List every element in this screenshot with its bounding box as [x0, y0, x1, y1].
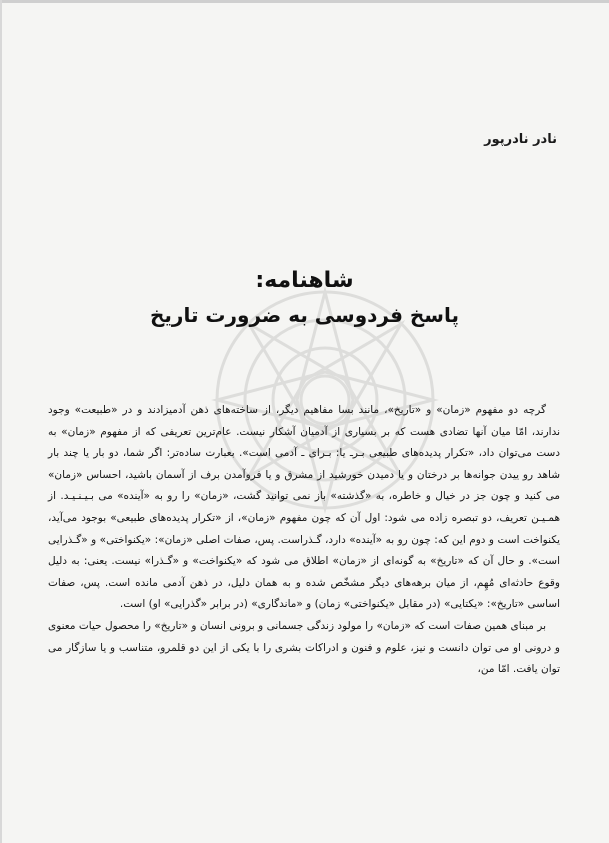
article-title: [0, 264, 609, 332]
scan-edge-top: [0, 0, 609, 3]
author-name: نادر نادرپور: [484, 132, 557, 147]
title-main: شاهنامه:: [255, 268, 354, 293]
title-subtitle: پاسخ فردوسی به ضرورت تاریخ: [150, 303, 459, 327]
article-body: [48, 400, 560, 681]
paragraph: بر مبنای همین صفات است که «زمان» را مولود زندگی جسمانی و برونی انسان و «تاریخ» را محصول حیات معنوی و درونی او می توان دانست و نیز، علوم و فنون و ادراکات بشری را با یکی از این دو قلمرو، متناسب و یا سازگار می توان یافت. امّا من،: [48, 619, 560, 676]
paragraph: گرچه دو مفهوم «زمان» و «تاریخ»، مانند بسا مفاهیم دیگر، از ساخته‌های ذهن آدمیزادند و در «طبیعت» وجود ندارند، امّا میان آنها تضادی هست که بر بسیاری از آدمیان آشکار نیست. عام‌ترین تعریفی که از مفهوم «زمان» به دست می‌توان داد، «تکرار پدیده‌های طبیعی بـر‌ـ یا: بـرای ـ آدمی است». بعبارت ساده‌تر: اگر شما، دو بار یا چند بار شاهد رو ییدن جوانه‌ها بر درختان و یا دمیدن خورشید از مشرق و یا فروآمدن برف از آسمان باشید، احساس «زمان» می کنید و چون جز در خیال و خاطره، به «گذشته» باز نمی توانید گشت، «زمان» را رو به «آینده» می بـیـنـیـد. از همـیـن تعریف، دو تبصره زاده می شود: اول آن که چون مفهوم «زمان»، از «تکرار پدیده‌های طبیعی» بوجود می‌آید، یکنواخت است و دوم این که: چون رو به «آینده» دارد، گـذراست. پس، صفات اصلی «زمان»: «یکنواختی» و «گـذرایی است». و حال آن که «تاریخ» به گونه‌ای از «زمان» اطلاق می شود که «یکنواخت» و «گـذرا» نیست. یعنی: به دلیل وقوع حادثه‌ای مُهِم، از میان برهه‌های دیگر مشخّص شده و به همان دلیل، در ذهن آدمی مانده است. پس، صفات اساسی «تاریخ»: «یکتایی» (در مقابل «یکنواختی» زمان) و «ماندگاری» (در برابر «گذرایی» او) است.: [48, 404, 560, 611]
scan-edge-left: [0, 0, 2, 843]
